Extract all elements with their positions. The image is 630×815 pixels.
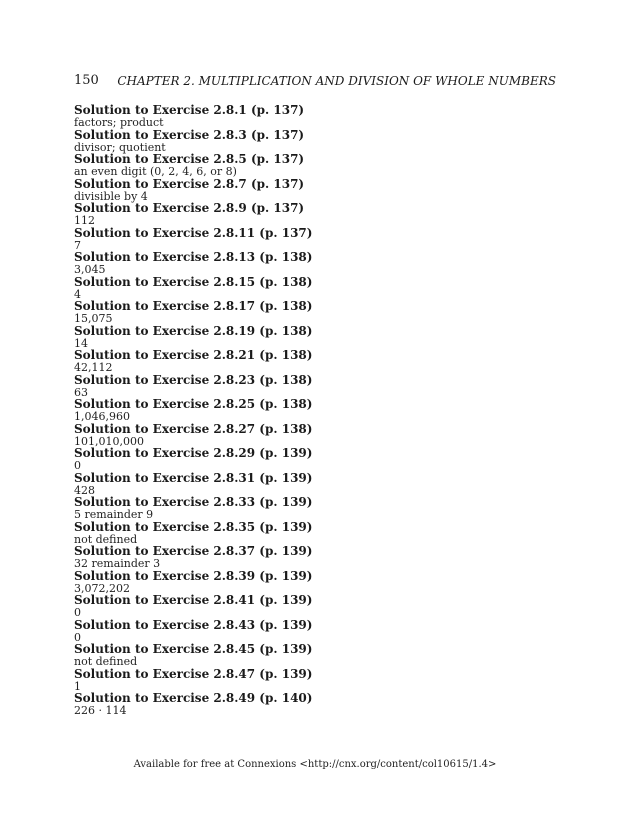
solution-item bbox=[74, 570, 554, 595]
solution-item bbox=[74, 227, 554, 252]
solution-item bbox=[74, 104, 554, 129]
solution-answer: 14 bbox=[74, 336, 88, 350]
solution-heading: Solution to Exercise 2.8.9 (p. 137) bbox=[74, 201, 305, 215]
solution-heading: Solution to Exercise 2.8.49 (p. 140) bbox=[74, 691, 313, 705]
solution-heading: Solution to Exercise 2.8.11 (p. 137) bbox=[74, 225, 313, 240]
solution-item bbox=[74, 594, 554, 619]
solution-answer: 112 bbox=[74, 214, 95, 227]
solution-item bbox=[74, 349, 554, 374]
solution-item bbox=[74, 276, 554, 301]
solution-heading: Solution to Exercise 2.8.7 (p. 137) bbox=[74, 176, 305, 191]
solution-answer: 3,072,202 bbox=[74, 581, 130, 595]
solution-heading: Solution to Exercise 2.8.5 (p. 137) bbox=[74, 152, 305, 166]
solution-answer: 1 bbox=[74, 679, 81, 693]
solution-item bbox=[74, 668, 554, 693]
solution-heading: Solution to Exercise 2.8.35 (p. 139) bbox=[74, 519, 313, 534]
solution-answer: 0 bbox=[74, 459, 81, 472]
solution-answer: factors; product bbox=[74, 116, 164, 129]
solution-heading: Solution to Exercise 2.8.31 (p. 139) bbox=[74, 470, 313, 485]
solution-item bbox=[74, 423, 554, 448]
solution-heading: Solution to Exercise 2.8.21 (p. 138) bbox=[74, 348, 313, 362]
solution-heading: Solution to Exercise 2.8.43 (p. 139) bbox=[74, 617, 313, 632]
solution-answer: not defined bbox=[74, 655, 138, 668]
solution-answer: 63 bbox=[74, 385, 88, 399]
solution-item bbox=[74, 496, 554, 521]
solution-item bbox=[74, 300, 554, 325]
solution-heading: Solution to Exercise 2.8.25 (p. 138) bbox=[74, 397, 313, 411]
solution-answer: 101,010,000 bbox=[74, 434, 144, 448]
solution-item bbox=[74, 447, 554, 472]
running-head: CHAPTER 2. MULTIPLICATION AND DIVISION OF WHOLE NUMBERS bbox=[117, 74, 556, 88]
solution-answer: not defined bbox=[74, 532, 138, 546]
solution-item bbox=[74, 374, 554, 399]
solution-item bbox=[74, 153, 554, 178]
solution-heading: Solution to Exercise 2.8.23 (p. 138) bbox=[74, 372, 313, 387]
solution-answer: divisible by 4 bbox=[74, 189, 148, 203]
solution-heading: Solution to Exercise 2.8.27 (p. 138) bbox=[74, 421, 313, 436]
solution-item bbox=[74, 643, 554, 668]
solution-answer: an even digit (0, 2, 4, 6, or 8) bbox=[74, 165, 237, 178]
solution-answer: 4 bbox=[74, 287, 81, 301]
solution-heading: Solution to Exercise 2.8.37 (p. 139) bbox=[74, 544, 313, 558]
solution-heading: Solution to Exercise 2.8.33 (p. 139) bbox=[74, 495, 313, 509]
solution-heading: Solution to Exercise 2.8.45 (p. 139) bbox=[74, 642, 313, 656]
solution-answer: divisor; quotient bbox=[74, 140, 166, 154]
solutions-list bbox=[74, 104, 554, 717]
footer-availability: Available for free at Connexions <http://cnx.org/content/col10615/1.4> bbox=[133, 759, 497, 770]
solution-heading: Solution to Exercise 2.8.41 (p. 139) bbox=[74, 593, 313, 607]
solution-answer: 0 bbox=[74, 606, 81, 619]
solution-heading: Solution to Exercise 2.8.1 (p. 137) bbox=[74, 103, 305, 117]
solution-answer: 3,045 bbox=[74, 263, 106, 276]
solution-heading: Solution to Exercise 2.8.19 (p. 138) bbox=[74, 323, 313, 338]
page-number: 150 bbox=[74, 73, 99, 88]
solution-heading: Solution to Exercise 2.8.15 (p. 138) bbox=[74, 274, 313, 289]
solution-answer: 7 bbox=[74, 238, 81, 252]
solution-heading: Solution to Exercise 2.8.13 (p. 138) bbox=[74, 250, 313, 264]
solution-answer: 32 remainder 3 bbox=[74, 557, 161, 570]
solution-item bbox=[74, 619, 554, 644]
solution-heading: Solution to Exercise 2.8.3 (p. 137) bbox=[74, 127, 305, 142]
solution-heading: Solution to Exercise 2.8.47 (p. 139) bbox=[74, 666, 313, 681]
solution-item bbox=[74, 521, 554, 546]
solution-answer: 226 · 114 bbox=[74, 704, 127, 717]
solution-heading: Solution to Exercise 2.8.39 (p. 139) bbox=[74, 568, 313, 583]
solution-item bbox=[74, 398, 554, 423]
solution-item bbox=[74, 692, 554, 717]
solution-item bbox=[74, 472, 554, 497]
solution-item bbox=[74, 325, 554, 350]
solution-answer: 5 remainder 9 bbox=[74, 508, 154, 521]
solution-answer: 1,046,960 bbox=[74, 410, 130, 423]
solution-answer: 428 bbox=[74, 483, 95, 497]
solution-answer: 0 bbox=[74, 630, 81, 644]
solution-item bbox=[74, 202, 554, 227]
solution-heading: Solution to Exercise 2.8.17 (p. 138) bbox=[74, 299, 313, 313]
solution-item bbox=[74, 178, 554, 203]
solution-heading: Solution to Exercise 2.8.29 (p. 139) bbox=[74, 446, 313, 460]
solution-item bbox=[74, 545, 554, 570]
solution-item bbox=[74, 129, 554, 154]
solution-answer: 15,075 bbox=[74, 312, 113, 325]
solution-answer: 42,112 bbox=[74, 361, 113, 374]
solution-item bbox=[74, 251, 554, 276]
